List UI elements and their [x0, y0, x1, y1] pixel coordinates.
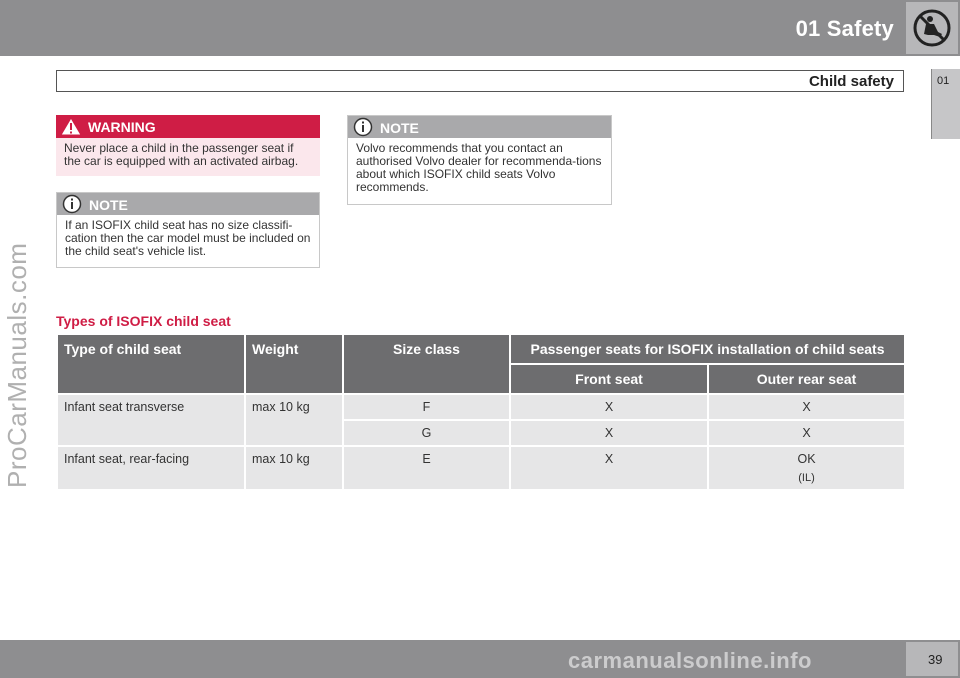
info-icon [353, 117, 373, 137]
warning-header [56, 115, 320, 138]
note-text: If an ISOFIX child seat has no size classifi-cation then the car model must be included on the child seat's vehicle list. [65, 218, 311, 258]
cell-front: X [510, 394, 708, 420]
header-type: Type of child seat [57, 334, 245, 394]
note-label: NOTE [89, 197, 128, 213]
no-child-seat-icon [912, 8, 952, 48]
header-front-seat: Front seat [510, 364, 708, 394]
header-passenger-seats: Passenger seats for ISOFIX installation of child seats [510, 334, 905, 364]
cell-rear [708, 446, 905, 490]
table-title: Types of ISOFIX child seat [56, 313, 231, 329]
note-text: Volvo recommends that you contact an authorised Volvo dealer for recommenda-tions about which ISOFIX child seats Volvo recommends. [356, 141, 602, 194]
info-icon [62, 194, 82, 214]
chapter-title: 01 Safety [795, 16, 894, 41]
note-label: NOTE [380, 120, 419, 136]
section-title: Child safety [808, 73, 894, 90]
isofix-table [56, 333, 906, 491]
warning-box [56, 115, 320, 176]
header-size-class: Size class [343, 334, 510, 394]
cell-size: F [343, 394, 510, 420]
cell-size: G [343, 420, 510, 446]
chapter-icon-box [906, 2, 958, 54]
note-header [57, 193, 319, 215]
cell-rear: X [708, 394, 905, 420]
note-header [348, 116, 611, 138]
cell-type: Infant seat transverse [57, 394, 245, 446]
cell-weight: max 10 kg [245, 446, 343, 490]
table-row [57, 394, 905, 420]
top-header-bar [0, 0, 960, 56]
bottom-footer-bar [0, 640, 960, 678]
cell-size: E [343, 446, 510, 490]
cell-weight: max 10 kg [245, 394, 343, 446]
table-row [57, 446, 905, 490]
note-box-dealer [347, 115, 612, 205]
header-outer-rear-seat: Outer rear seat [708, 364, 905, 394]
watermark-left: ProCarManuals.com [2, 242, 32, 488]
note-box-size-class [56, 192, 320, 268]
cell-type: Infant seat, rear-facing [57, 446, 245, 490]
warning-text: Never place a child in the passenger seat if the car is equipped with an activated airbag. [64, 141, 299, 168]
cell-front: X [510, 420, 708, 446]
page-number-box [906, 642, 958, 676]
cell-front: X [510, 446, 708, 490]
cell-rear-note: (IL) [798, 472, 815, 484]
section-header [56, 70, 904, 92]
watermark-bottom: carmanualsonline.info [568, 648, 812, 673]
warning-triangle-icon [60, 117, 82, 136]
cell-rear: X [708, 420, 905, 446]
cell-rear-value: OK [797, 452, 816, 466]
chapter-side-tab[interactable] [931, 69, 960, 139]
page-number: 39 [928, 652, 943, 667]
header-weight: Weight [245, 334, 343, 394]
warning-label: WARNING [88, 119, 156, 135]
side-tab-label: 01 [937, 75, 950, 87]
